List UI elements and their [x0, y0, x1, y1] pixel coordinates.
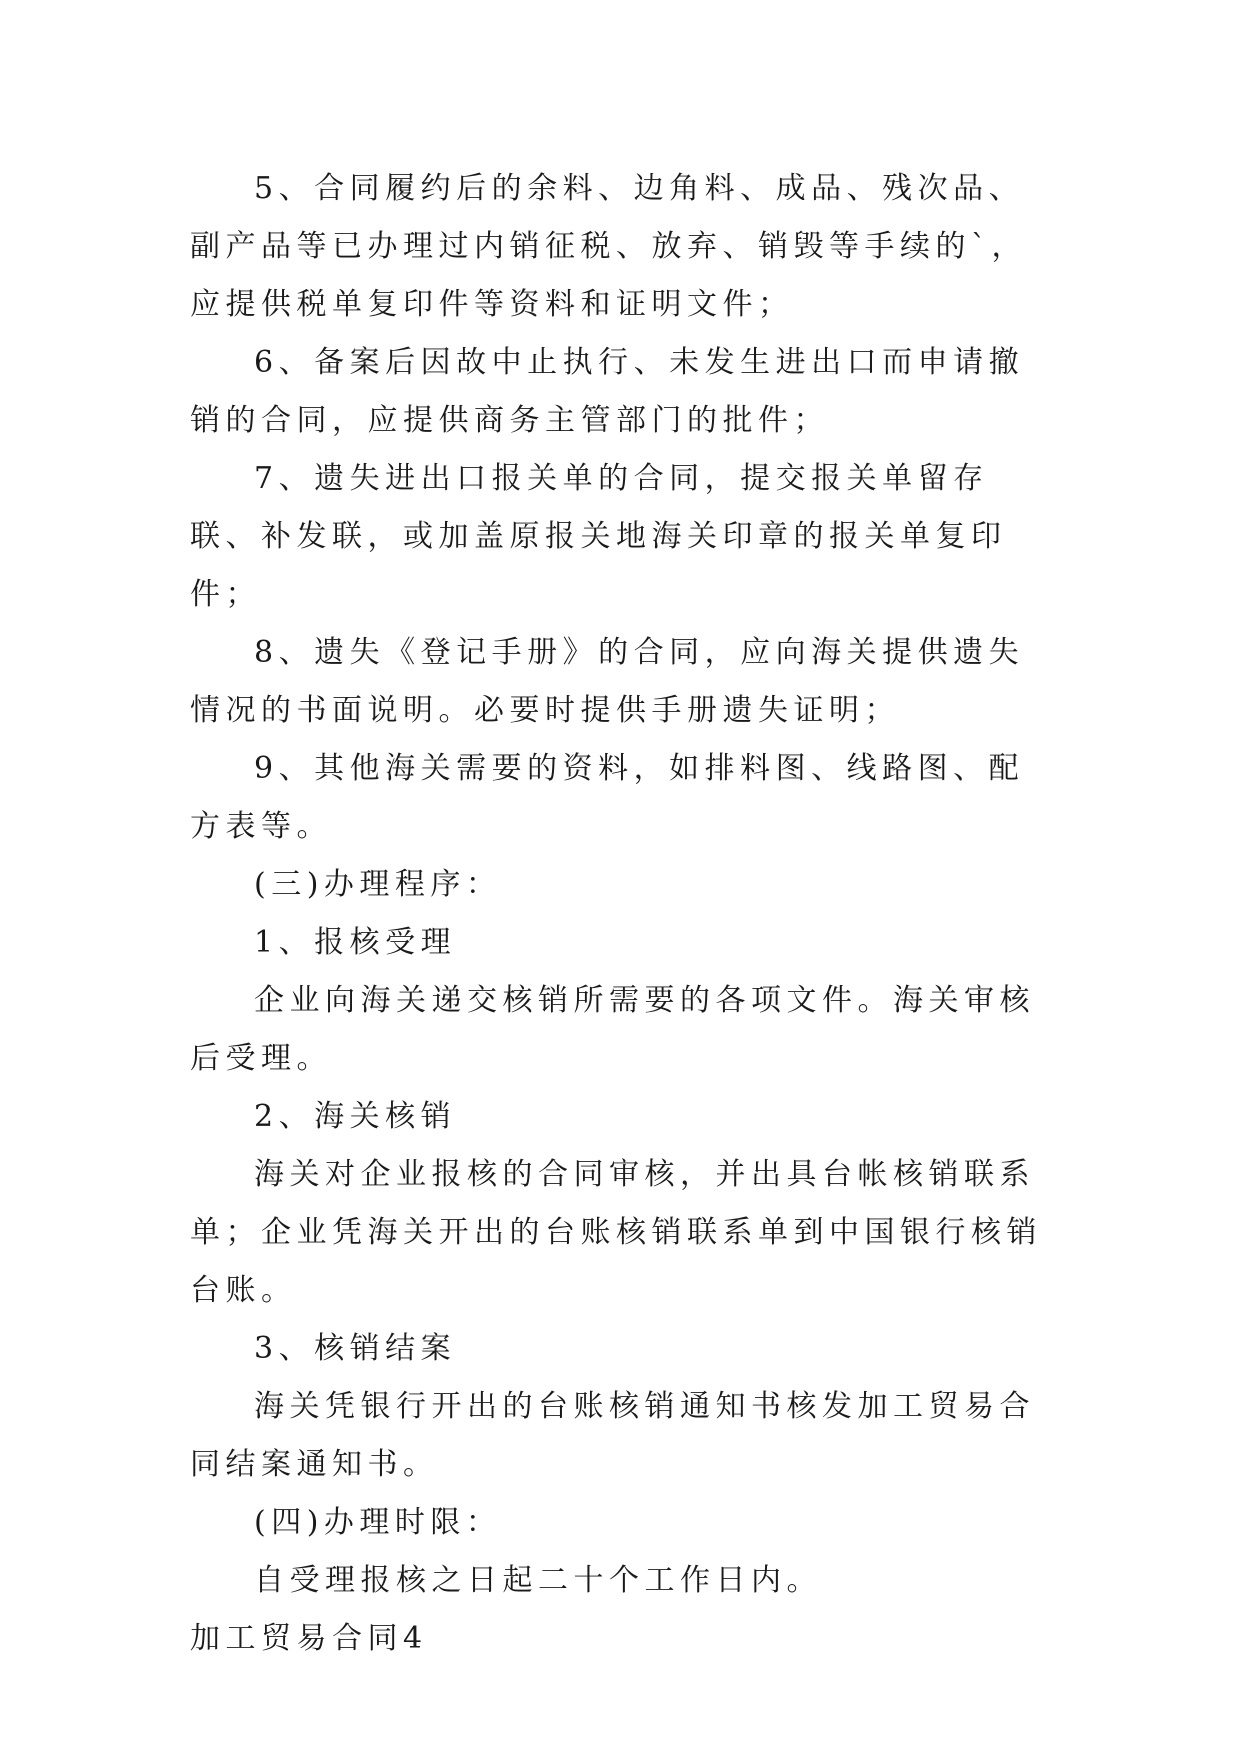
- step-heading-1: 1、报核受理: [254, 925, 457, 960]
- step-body-2: 海关对企业报核的合同审核，并出具台帐核销联系单；企业凭海关开出的台账核销联系单到中国银行核销台账。: [190, 1157, 1042, 1308]
- section-heading-time-limit: (四)办理时限：: [254, 1505, 502, 1540]
- section-heading-procedure: (三)办理程序：: [254, 867, 502, 902]
- time-limit-body: 自受理报核之日起二十个工作日内。: [254, 1563, 822, 1598]
- paragraph-item-9: 9、其他海关需要的资料，如排料图、线路图、配方表等。: [190, 751, 1025, 844]
- paragraph-item-5: 5、合同履约后的余料、边角料、成品、残次品、副产品等已办理过内销征税、放弃、销毁等手续的`，应提供税单复印件等资料和证明文件；: [190, 171, 1027, 322]
- paragraph-item-6: 6、备案后因故中止执行、未发生进出口而申请撤销的合同，应提供商务主管部门的批件；: [190, 345, 1025, 438]
- step-heading-2: 2、海关核销: [254, 1099, 457, 1134]
- paragraph-item-7: 7、遗失进出口报关单的合同，提交报关单留存联、补发联，或加盖原报关地海关印章的报关单复印件；: [190, 461, 1007, 612]
- next-section-title: 加工贸易合同4: [190, 1621, 428, 1656]
- paragraph-item-8: 8、遗失《登记手册》的合同，应向海关提供遗失情况的书面说明。必要时提供手册遗失证明；: [190, 635, 1025, 728]
- step-heading-3: 3、核销结案: [254, 1331, 457, 1366]
- step-body-1: 企业向海关递交核销所需要的各项文件。海关审核后受理。: [190, 983, 1035, 1076]
- step-body-3: 海关凭银行开出的台账核销通知书核发加工贸易合同结案通知书。: [190, 1389, 1035, 1482]
- document-body: [190, 160, 1056, 1668]
